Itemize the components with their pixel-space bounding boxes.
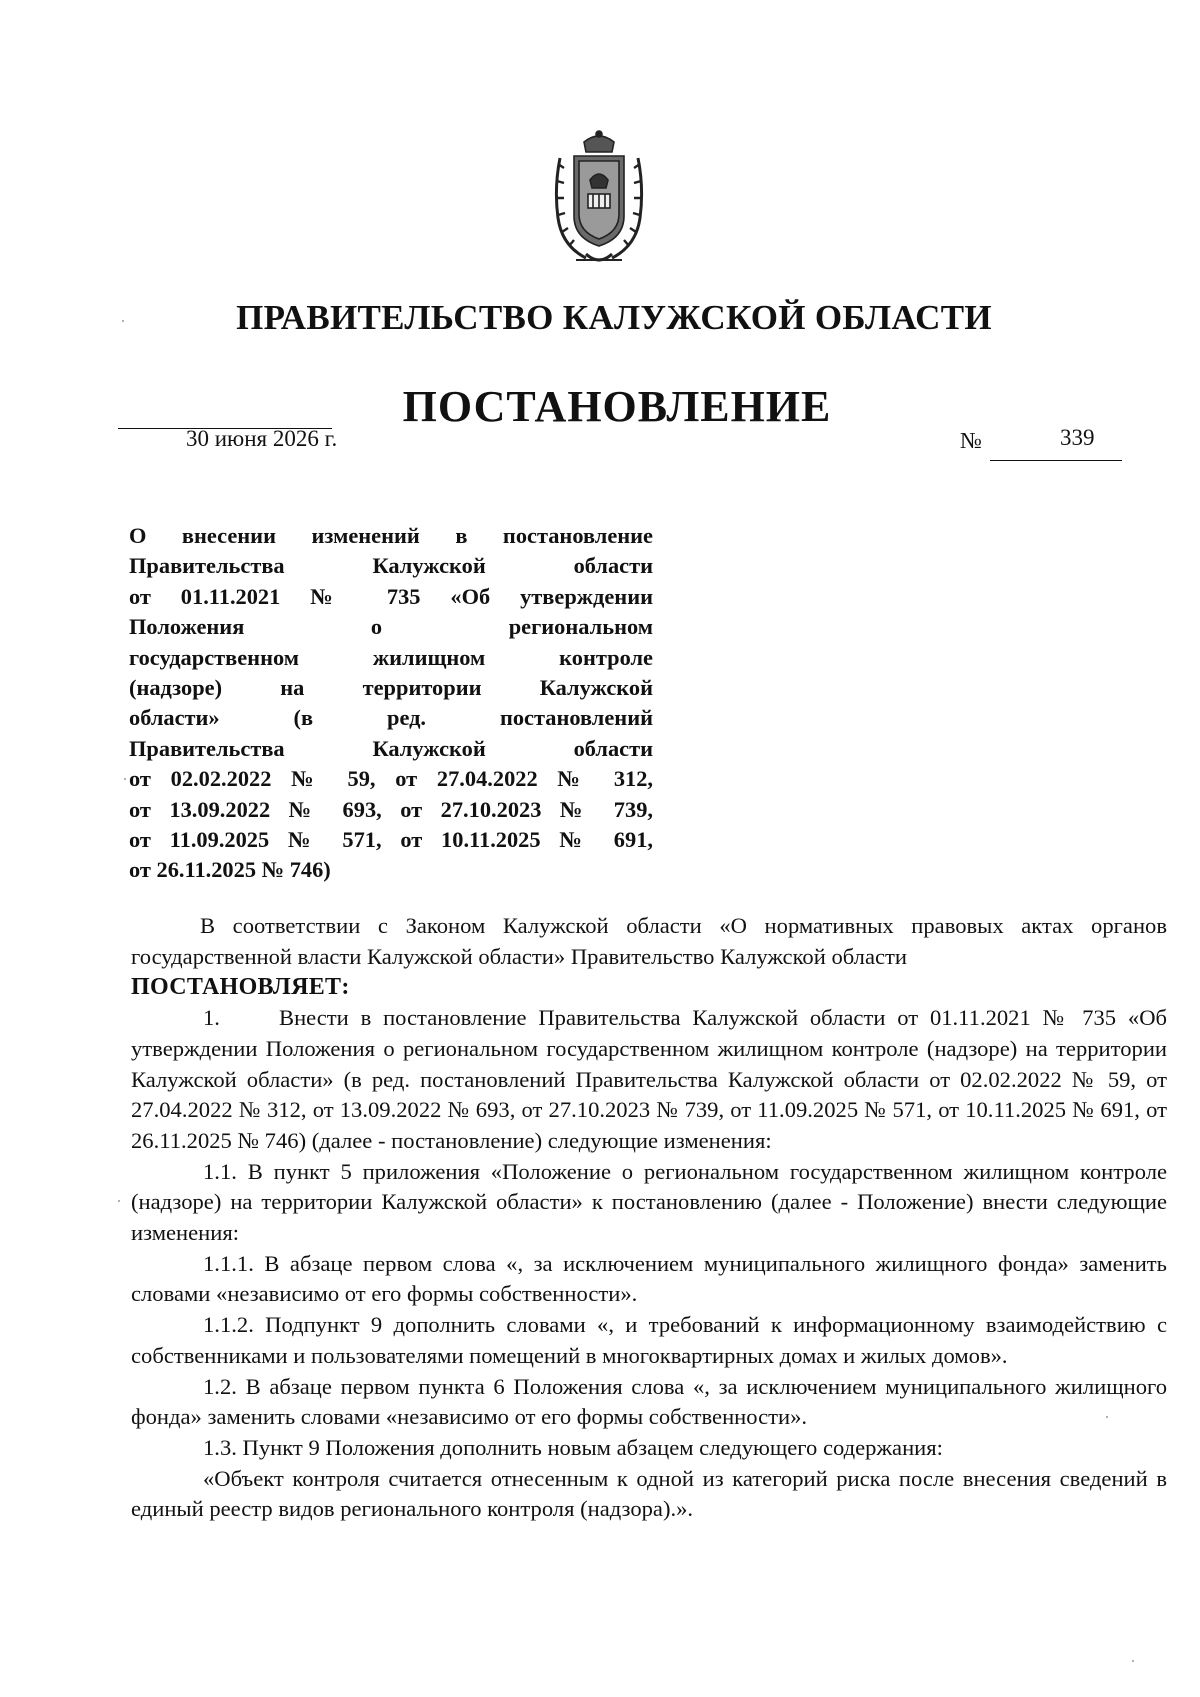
scan-speck [1106,1416,1108,1418]
number-sign: № [960,428,982,453]
paragraph-1-number: 1. [203,1005,220,1031]
paragraph-1-1-1: 1.1.1. В абзаце первом слова «, за исключением муниципального жилищного фонда» заменить словами «независимо от его формы собственности». [131,1250,1167,1307]
subject-line: О внесении изменений в постановление [129,523,653,548]
subject-line: Положения о региональном [129,614,653,640]
paragraph-1-3-quote: «Объект контроля считается отнесенным к одной из категорий риска после внесения сведений в единый реестр видов регионального контроля (надзора).». [131,1465,1167,1522]
subject-line: Правительства Калужской области [129,735,653,761]
subject-line: Правительства Калужской области [129,553,653,579]
paragraph-1-1: 1.1. В пункт 5 приложения «Положение о региональном государственном жилищном контроле (надзоре) на территории Калужской области» к постановлению (далее - Положение) внести следующие изменения: [131,1158,1167,1246]
subject-line: от 26.11.2025 № 746) [129,857,331,883]
scan-speck [118,1200,120,1202]
coat-of-arms-icon [546,128,652,270]
subject-line: от 01.11.2021 № 735 «Об утверждении [129,583,653,609]
paragraph-1-text: Внести в постановление Правительства Калужской области от 01.11.2021 № 735 «Об утверждении Положения о региональном государственном жилищном контроле (надзоре) на территории Калужской области» (в ред. постановлений Правительства Калужской области от 02.02.2022 № 59, от 27.04.2022 № 312, от 13.09.2022 № 693, от 27.10.2023 № 739, от 11.09.2025 № 571, от 10.11.2025 № 691, от 26.11.2025 № 746) (далее - постановление) следующие изменения: [131,1005,1167,1153]
subject-line: от 13.09.2022 № 693, от 27.10.2023 № 739, [129,796,653,822]
document-subject [129,521,653,886]
paragraph-1-1-2: 1.1.2. Подпункт 9 дополнить словами «, и требований к информационному взаимодействию с собственниками и пользователями помещений в многоквартирных домах и жилых домов». [131,1312,1167,1368]
number-underline [990,460,1122,461]
subject-line: государственном жилищном контроле [129,644,653,670]
subject-line: области» (в ред. постановлений [129,705,653,731]
resolves-heading: ПОСТАНОВЛЯЕТ: [131,974,350,1001]
document-body [131,911,1167,1525]
document-type: ПОСТАНОВЛЕНИЕ [402,382,832,431]
scan-speck [1132,1660,1134,1662]
subject-line: от 02.02.2022 № 59, от 27.04.2022 № 312, [129,766,653,792]
preamble-paragraph: В соответствии с Законом Калужской области «О нормативных правовых актах органов государственной власти Калужской области» Правительство Калужской области [131,913,1167,969]
document-date: 30 июня 2026 г. [186,426,338,451]
paragraph-1 [131,1003,1167,1157]
paragraph-1-3: 1.3. Пункт 9 Положения дополнить новым абзацем следующего содержания: [203,1434,943,1460]
subject-line: (надзоре) на территории Калужской [129,675,653,701]
document-number: 339 [1060,425,1095,450]
paragraph-1-2: 1.2. В абзаце первом пункта 6 Положения слова «, за исключением муниципального жилищного фонда» заменить словами «независимо от его формы собственности». [131,1373,1167,1430]
scan-speck [122,320,124,322]
scan-speck [124,778,126,780]
subject-line: от 11.09.2025 № 571, от 10.11.2025 № 691, [129,827,653,853]
government-title: ПРАВИТЕЛЬСТВО КАЛУЖСКОЙ ОБЛАСТИ [236,298,992,337]
